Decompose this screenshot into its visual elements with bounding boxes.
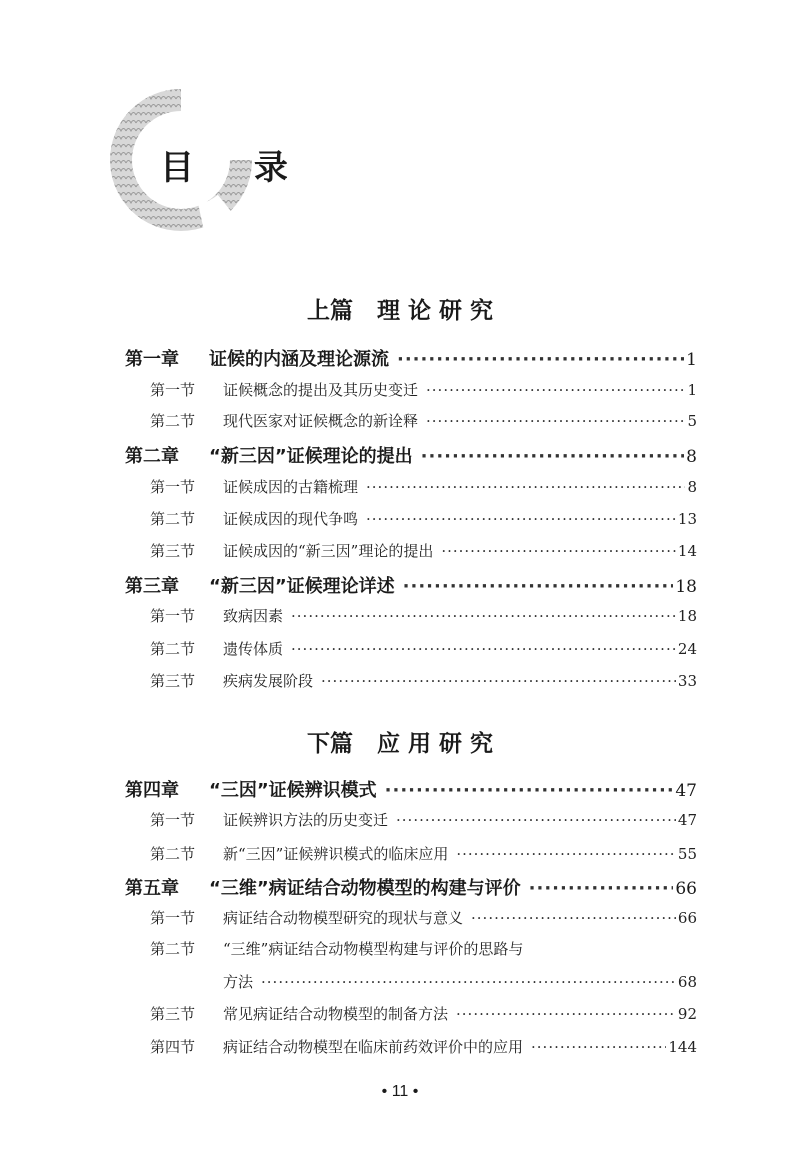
part-heading-lower: 下篇 应 用 研 究: [306, 730, 494, 757]
toc-chapter-row[interactable]: [125, 874, 697, 900]
page-ref: 47: [675, 781, 697, 801]
chapter-title: “新三因”证候理论的提出: [209, 446, 413, 467]
chapter-label: 第一章: [125, 349, 179, 370]
dot-leader: [421, 446, 685, 467]
dot-leader: [441, 542, 676, 560]
toc-section-continuation[interactable]: [223, 971, 697, 992]
dot-leader: [396, 811, 676, 829]
page-ref: 33: [677, 672, 697, 690]
section-label: 第三节: [150, 542, 196, 560]
section-label: 第一节: [150, 381, 196, 399]
section-title: 证候概念的提出及其历史变迁: [223, 381, 419, 399]
toc-section-row[interactable]: [150, 1036, 697, 1057]
section-title: 疾病发展阶段: [223, 672, 314, 690]
section-label: 第一节: [150, 478, 196, 496]
chapter-title: 证候的内涵及理论源流: [209, 349, 389, 370]
toc-section-row[interactable]: [150, 1003, 697, 1024]
toc-section-row[interactable]: [150, 476, 697, 497]
toc-chapter-row[interactable]: [125, 345, 697, 371]
dot-leader: [366, 478, 685, 496]
page-ref: 1: [687, 381, 697, 399]
toc-section-row[interactable]: [150, 540, 697, 561]
toc-section-row[interactable]: [150, 670, 697, 691]
dot-leader: [531, 1038, 666, 1056]
part-heading-upper: 上篇 理 论 研 究: [306, 297, 494, 324]
section-title-continued: 方法: [223, 973, 254, 991]
dot-leader: [426, 412, 685, 430]
toc-section-row[interactable]: [150, 843, 697, 864]
dot-leader: [321, 672, 676, 690]
section-label: 第二节: [150, 510, 196, 528]
page-ref: 24: [677, 640, 697, 658]
section-label: 第二节: [150, 940, 196, 958]
chapter-title: “三因”证候辨识模式: [209, 780, 377, 801]
dot-leader: [385, 780, 674, 801]
page-number: • 11 •: [381, 1083, 419, 1100]
section-title: 新“三因”证候辨识模式的临床应用: [223, 845, 449, 863]
chapter-title: “三维”病证结合动物模型的构建与评价: [209, 878, 521, 899]
page-ref: 5: [687, 412, 697, 430]
chapter-label: 第四章: [125, 780, 179, 801]
page-ref: 68: [677, 973, 697, 991]
section-title: 证候成因的现代争鸣: [223, 510, 359, 528]
dot-leader: [397, 349, 684, 370]
toc-section-row[interactable]: [150, 410, 697, 431]
section-label: 第二节: [150, 845, 196, 863]
chapter-label: 第二章: [125, 446, 179, 467]
section-label: 第四节: [150, 1038, 196, 1056]
section-title: “三维”病证结合动物模型构建与评价的思路与: [223, 940, 524, 958]
toc-section-row[interactable]: [150, 907, 697, 928]
dot-leader: [426, 381, 685, 399]
dot-leader: [456, 1005, 676, 1023]
chapter-label: 第三章: [125, 576, 179, 597]
section-title: 现代医家对证候概念的新诠释: [223, 412, 419, 430]
section-label: 第二节: [150, 412, 196, 430]
toc-title: 目 录: [160, 148, 312, 188]
dot-leader: [529, 878, 674, 899]
section-title: 病证结合动物模型研究的现状与意义: [223, 909, 464, 927]
dot-leader: [261, 973, 676, 991]
page-ref: 1: [686, 350, 697, 370]
section-title: 证候成因的“新三因”理论的提出: [223, 542, 434, 560]
section-title: 常见病证结合动物模型的制备方法: [223, 1005, 449, 1023]
toc-chapter-row[interactable]: [125, 572, 697, 598]
page-ref: 18: [677, 607, 697, 625]
section-label: 第三节: [150, 1005, 196, 1023]
dot-leader: [366, 510, 676, 528]
section-label: 第一节: [150, 909, 196, 927]
dot-leader: [291, 640, 676, 658]
toc-section-row-multiline[interactable]: [150, 938, 523, 959]
section-title: 遗传体质: [223, 640, 284, 658]
toc-chapter-row[interactable]: [125, 776, 697, 802]
section-label: 第一节: [150, 811, 196, 829]
page-ref: 8: [686, 447, 697, 467]
page-ref: 144: [668, 1038, 697, 1056]
chapter-title: “新三因”证候理论详述: [209, 576, 395, 597]
section-title: 致病因素: [223, 607, 284, 625]
dot-leader: [291, 607, 676, 625]
page-ref: 66: [677, 909, 697, 927]
page-ref: 66: [675, 879, 697, 899]
section-title: 证候辨识方法的历史变迁: [223, 811, 389, 829]
section-title: 病证结合动物模型在临床前药效评价中的应用: [223, 1038, 524, 1056]
toc-section-row[interactable]: [150, 638, 697, 659]
chapter-label: 第五章: [125, 878, 179, 899]
dot-leader: [471, 909, 676, 927]
dot-leader: [403, 576, 674, 597]
toc-section-row[interactable]: [150, 508, 697, 529]
page-ref: 14: [677, 542, 697, 560]
toc-section-row[interactable]: [150, 379, 697, 400]
page-ref: 18: [675, 577, 697, 597]
page-ref: 13: [677, 510, 697, 528]
section-label: 第二节: [150, 640, 196, 658]
page-ref: 55: [677, 845, 697, 863]
section-label: 第三节: [150, 672, 196, 690]
toc-section-row[interactable]: [150, 809, 697, 830]
page-ref: 8: [687, 478, 697, 496]
dot-leader: [456, 845, 676, 863]
toc-section-row[interactable]: [150, 605, 697, 626]
toc-chapter-row[interactable]: [125, 442, 697, 468]
page-ref: 92: [677, 1005, 697, 1023]
section-label: 第一节: [150, 607, 196, 625]
page-ref: 47: [677, 811, 697, 829]
section-title: 证候成因的古籍梳理: [223, 478, 359, 496]
